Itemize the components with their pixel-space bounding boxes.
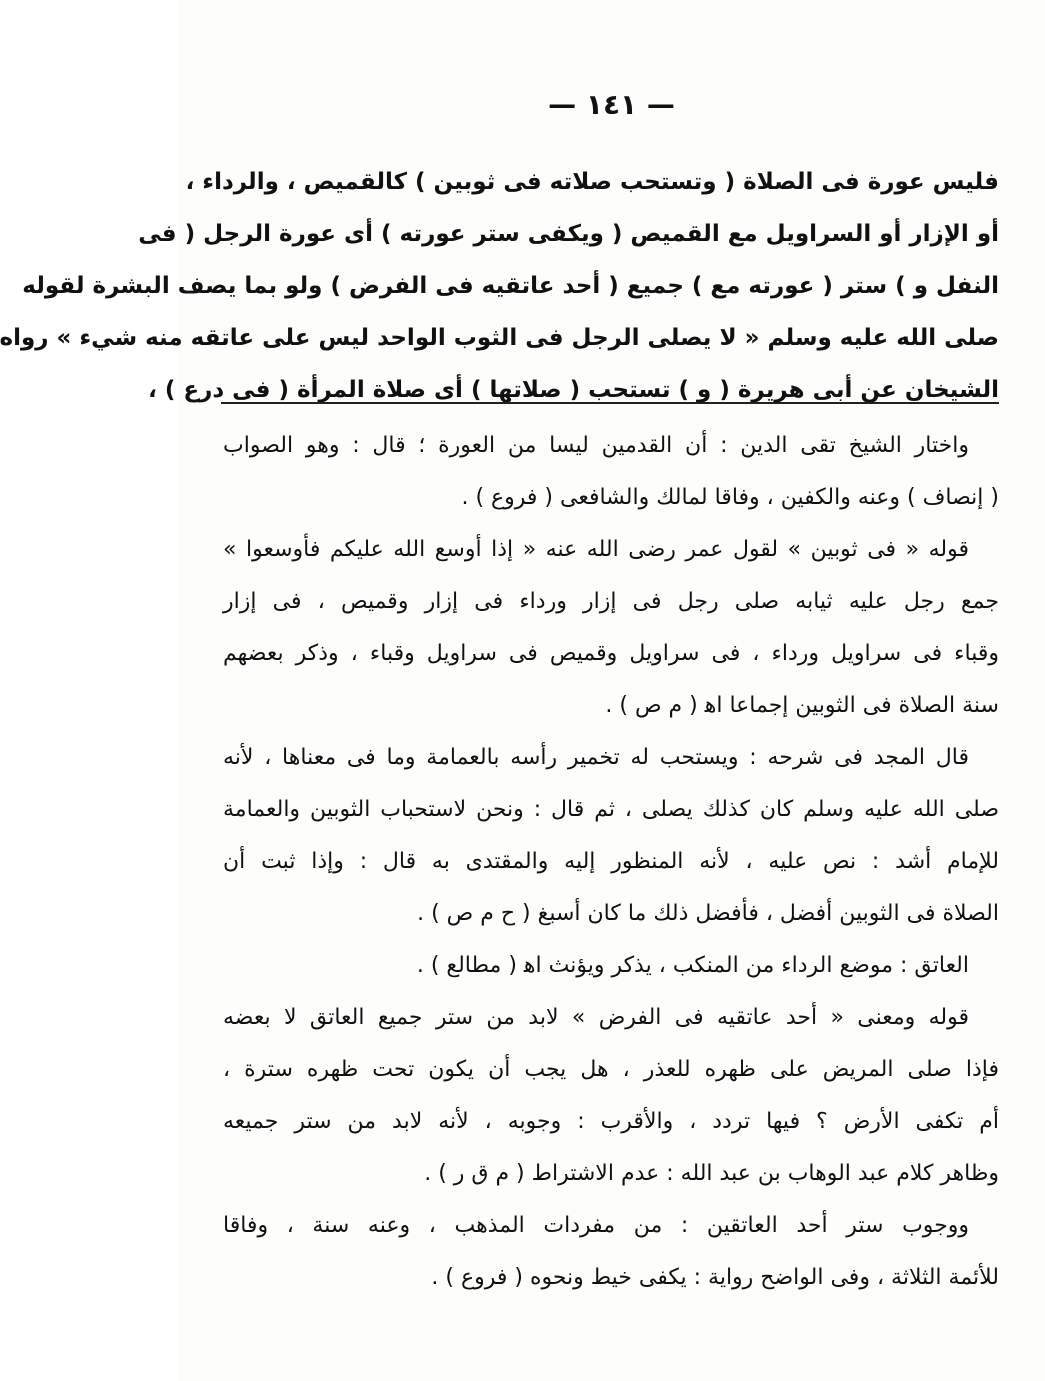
main-text-line: صلى الله عليه وسلم « لا يصلى الرجل فى الثوب الواحد ليس على عاتقه منه شيء » رواه [0, 325, 999, 351]
footnote-separator-rule [221, 402, 999, 404]
commentary-line: وقباء فى سراويل ورداء ، فى سراويل وقميص فى سراويل وقباء ، وذكر بعضهم [223, 641, 999, 666]
commentary-line: قال المجد فى شرحه : ويستحب له تخمير رأسه بالعمامة وما فى معناها ، لأنه [223, 745, 969, 770]
commentary-line: واختار الشيخ تقى الدين : أن القدمين ليسا من العورة ؛ قال : وهو الصواب [223, 433, 969, 458]
commentary-line: وظاهر كلام عبد الوهاب بن عبد الله : عدم الاشتراط ( م ق ر ) . [424, 1161, 999, 1186]
main-text-line: فليس عورة فى الصلاة ( وتستحب صلاته فى ثوبين ) كالقميص ، والرداء ، [185, 169, 999, 195]
commentary-line: قوله ومعنى « أحد عاتقيه فى الفرض » لابد من ستر جميع العاتق لا بعضه [223, 1005, 969, 1030]
commentary-line: جمع رجل عليه ثيابه صلى رجل فى إزار ورداء فى إزار وقميص ، فى إزار [223, 589, 999, 614]
commentary-line: أم تكفى الأرض ؟ فيها تردد ، والأقرب : وجوبه ، لأنه لابد من ستر جميعه [223, 1109, 999, 1134]
commentary-line: قوله « فى ثوبين » لقول عمر رضى الله عنه « إذا أوسع الله عليكم فأوسعوا » [223, 537, 969, 562]
commentary-line: الصلاة فى الثوبين أفضل ، فأفضل ذلك ما كان أسبغ ( ح م ص ) . [417, 901, 999, 926]
main-text-line: أو الإزار أو السراويل مع القميص ( ويكفى ستر عورته ) أى عورة الرجل ( فى [138, 221, 999, 247]
commentary-line: سنة الصلاة فى الثوبين إجماعا اه‍ ( م ص ) . [605, 693, 999, 718]
commentary-line: للأئمة الثلاثة ، وفى الواضح رواية : يكفى خيط ونحوه ( فروع ) . [431, 1265, 999, 1290]
commentary-line: للإمام أشد : نص عليه ، لأنه المنظور إليه والمقتدى به قال : وإذا ثبت أن [223, 849, 999, 874]
main-text-block [0, 156, 999, 416]
commentary-line: صلى الله عليه وسلم كان كذلك يصلى ، ثم قال : ونحن لاستحباب الثوبين والعمامة [223, 797, 999, 822]
commentary-line: فإذا صلى المريض على ظهره للعذر ، هل يجب أن يكون تحت ظهره سترة ، [223, 1057, 999, 1082]
commentary-line: العاتق : موضع الرداء من المنكب ، يذكر ويؤنث اه‍ ( مطالع ) . [416, 953, 969, 978]
main-text-line: النفل و ) ستر ( عورته مع ) جميع ( أحد عاتقيه فى الفرض ) ولو بما يصف البشرة لقوله [22, 273, 999, 299]
commentary-block [223, 420, 999, 1304]
main-text-line: الشيخان عن أبى هريرة ( و ) تستحب ( صلاتها ) أى صلاة المرأة ( فى درع ) ، [148, 377, 999, 403]
commentary-line: ووجوب ستر أحد العاتقين : من مفردات المذهب ، وعنه سنة ، وفاقا [223, 1213, 969, 1238]
page-number: — ١٤١ — [548, 88, 675, 121]
commentary-line: ( إنصاف ) وعنه والكفين ، وفاقا لمالك والشافعى ( فروع ) . [461, 485, 999, 510]
